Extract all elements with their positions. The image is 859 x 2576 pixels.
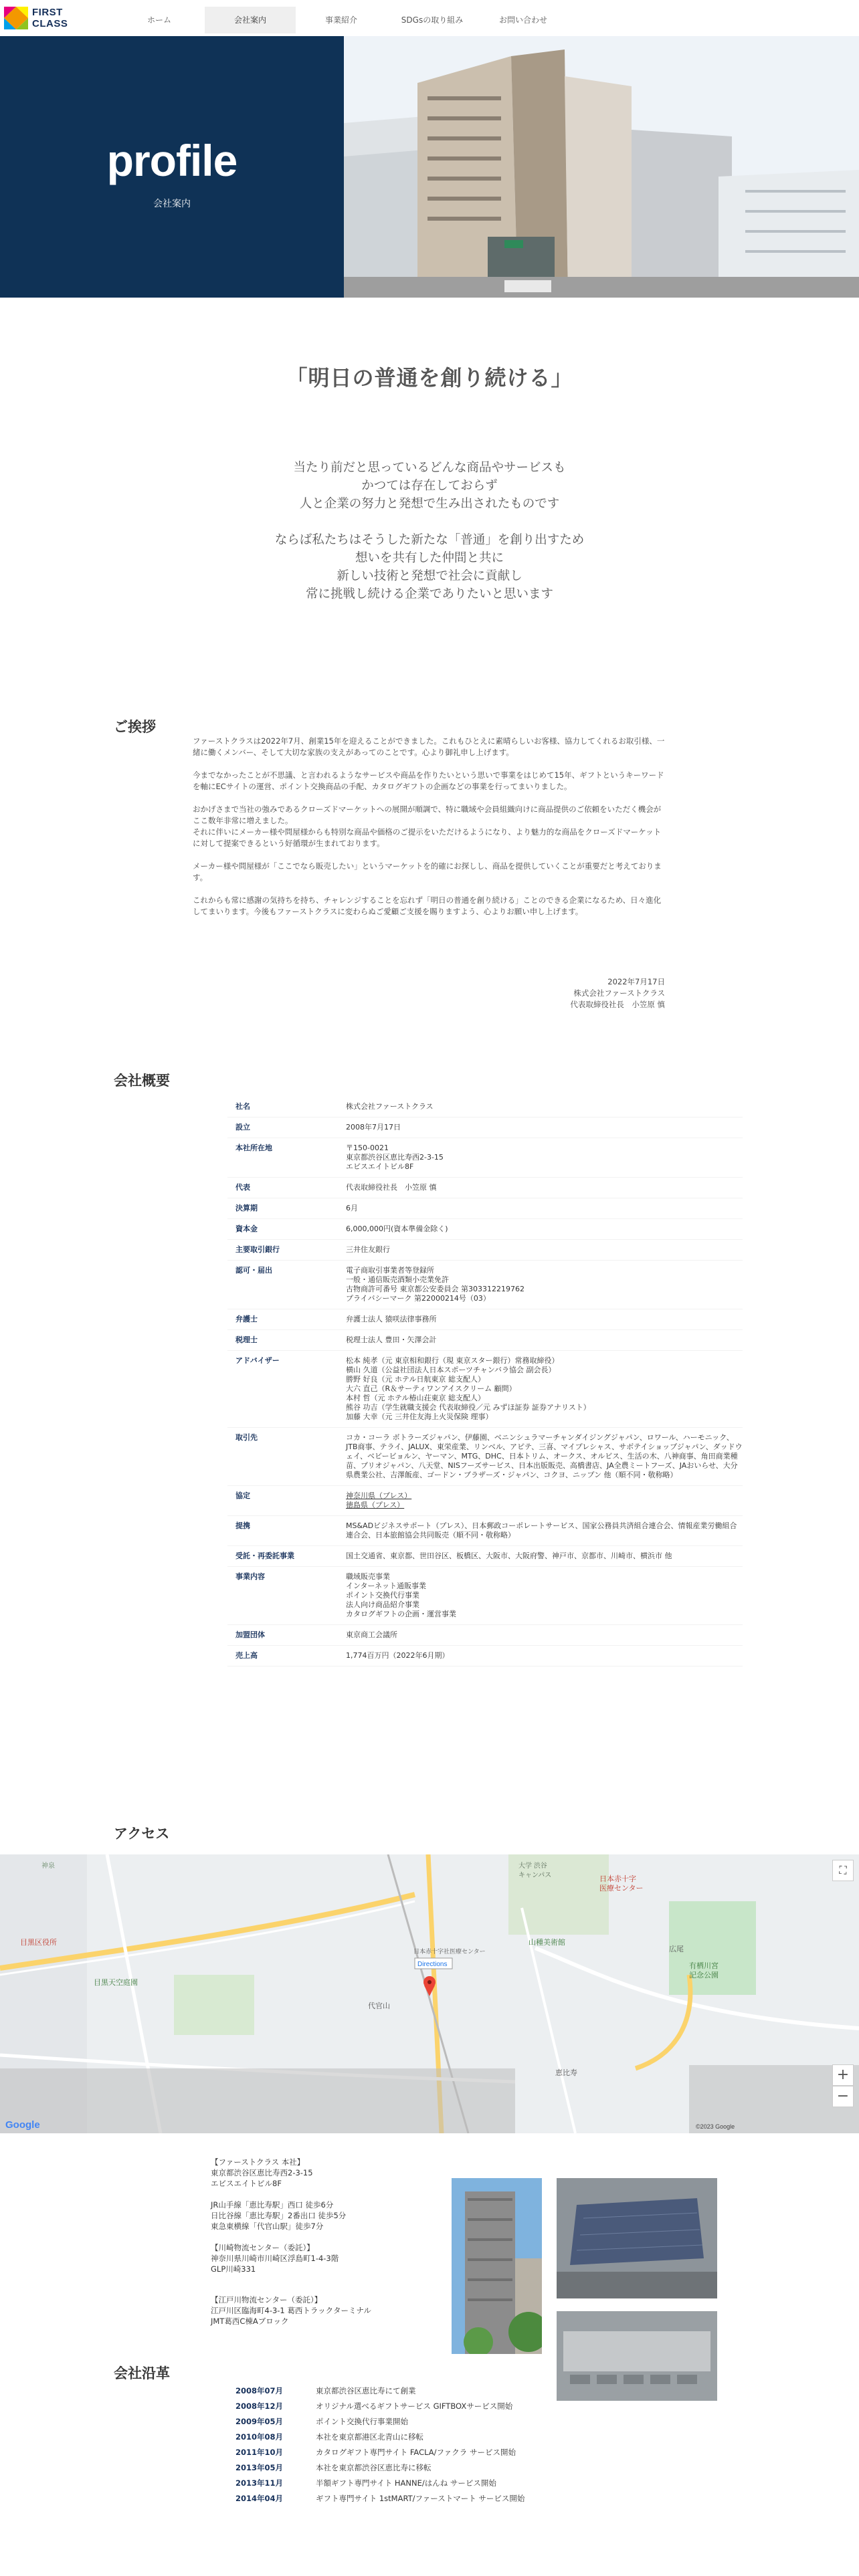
nav-contact[interactable]: お問い合わせ bbox=[498, 15, 547, 25]
global-nav bbox=[114, 7, 569, 33]
history-list bbox=[235, 2383, 731, 2506]
map-label: 記念公園 bbox=[689, 1971, 719, 1979]
company-value: 弁護士法人 猿咲法律事務所 bbox=[346, 1315, 437, 1323]
slogan-heading: 「明日の普通を創り続ける」 bbox=[286, 366, 573, 390]
history-title: 会社沿革 bbox=[114, 2365, 170, 2381]
office-edogawa bbox=[211, 2294, 438, 2327]
company-value: 税理士法人 豊田・矢澤会計 bbox=[346, 1335, 437, 1344]
company-table bbox=[227, 1097, 743, 1667]
history-text: 東京都渋谷区恵比寿にて創業 bbox=[316, 2386, 416, 2395]
company-value: 代表取締役社長 小笠原 慎 bbox=[346, 1183, 437, 1192]
greeting-paragraph: ファーストクラスは2022年7月、創業15年を迎えることができました。これもひとえに素晴らしいお客様、協力してくれるお取引様、一緒に働くメンバー、そして大切な家族の支えがあってのことです。心より御礼申し上げます。 bbox=[193, 736, 665, 757]
map-label: 広尾 bbox=[669, 1945, 684, 1953]
company-value: 6月 bbox=[346, 1204, 358, 1212]
company-key: 決算期 bbox=[235, 1204, 258, 1212]
company-row bbox=[227, 1219, 743, 1240]
history-row bbox=[235, 2430, 731, 2445]
map-label: 恵比寿 bbox=[555, 2069, 577, 2077]
company-row bbox=[227, 1178, 743, 1198]
history-date: 2008年12月 bbox=[235, 2401, 284, 2411]
philosophy-text bbox=[0, 459, 859, 603]
hero-building-photo bbox=[344, 36, 859, 298]
company-key: 代表 bbox=[235, 1183, 250, 1192]
hero-title: profile bbox=[106, 136, 237, 185]
company-value: 松本 純孝（元 東京相和銀行（現 東京スター銀行）常務取締役） 横山 久道（公益社団法人日本スポーツチャンバラ協会 副会長） 勝野 好良（元 ホテル日航東京 総支配人） 大六 直己（R＆サーティワンアイスクリーム 顧問） 本村 哲（元 ホテル椿山荘東京 総支配人） 熊谷 功吉（学生就職支援会 代表取締役／元 みずほ証券 証券アナリスト） 加藤 大幸（元 三井住友海上火災保険 理事） bbox=[346, 1356, 591, 1421]
map-label: 山種美術館 bbox=[529, 1939, 565, 1947]
nav-business[interactable]: 事業紹介 bbox=[324, 15, 357, 25]
company-key: アドバイザー bbox=[235, 1356, 280, 1365]
company-row bbox=[227, 1567, 743, 1625]
office-line: エビスエイトビル8F bbox=[211, 2179, 282, 2188]
greeting-paragraph: メーカー様や問屋様が「ここでなら販売したい」というマーケットを的確にお探しし、商品を提供していくことが重要だと考えております。 bbox=[193, 861, 662, 882]
office-name: 【ファーストクラス 本社】 bbox=[211, 2157, 305, 2167]
map-label: 有栖川宮 bbox=[689, 1962, 719, 1970]
philosophy-line: 新しい技術と発想で社会に貢献し bbox=[337, 569, 522, 583]
history-date: 2014年04月 bbox=[235, 2494, 284, 2503]
company-key: 本社所在地 bbox=[235, 1144, 272, 1152]
office-name: 【川崎物流センター（委託）】 bbox=[211, 2243, 314, 2252]
company-row bbox=[227, 1486, 743, 1516]
company-key: 弁護士 bbox=[235, 1315, 258, 1323]
hq-building-photo bbox=[452, 2178, 542, 2354]
history-row bbox=[235, 2414, 731, 2430]
map-directions-link[interactable]: Directions bbox=[417, 1961, 448, 1968]
access-details bbox=[211, 2157, 438, 2337]
company-row bbox=[227, 1261, 743, 1309]
company-value: 三井住友銀行 bbox=[346, 1245, 390, 1254]
company-key: 主要取引銀行 bbox=[235, 1245, 280, 1254]
office-name: 【江戸川物流センター（委託）】 bbox=[211, 2295, 322, 2304]
map-label: 目黒区役所 bbox=[20, 1939, 57, 1947]
office-line: 江戸川区臨海町4-3-1 葛西トラックターミナル bbox=[211, 2306, 371, 2315]
map-label: 目黒天空庭園 bbox=[94, 1979, 138, 1987]
map-embed[interactable] bbox=[0, 1854, 859, 2133]
history-row bbox=[235, 2460, 731, 2476]
history-text: カタログギフト専門サイト FACLA/ファクラ サービス開始 bbox=[316, 2448, 516, 2457]
google-logo: Google bbox=[5, 2119, 40, 2131]
map-tiles bbox=[0, 1854, 859, 2133]
company-key: 売上高 bbox=[235, 1651, 258, 1660]
philosophy-line: 想いを共有した仲間と共に bbox=[355, 551, 504, 565]
greeting-paragraph: おかげさまで当社の強みであるクローズドマーケットへの展開が順調で、特に職域や会員組織向けに商品提供のご依頼をいただく機会がここ数年非常に増えました。 それに伴いにメーカー様や問屋様からも特別な商品や価格のご提示をいただけるようになり、より魅力的な商品をクローズドマーケットに対して提案できるという好循環が生まれております。 bbox=[193, 804, 662, 848]
company-value: 1,774百万円（2022年6月期） bbox=[346, 1651, 450, 1660]
map-label: 代官山 bbox=[368, 2002, 390, 2010]
company-key: 取引先 bbox=[235, 1433, 258, 1442]
office-line: JMT葛西C棟Aブロック bbox=[211, 2317, 289, 2326]
history-date: 2009年05月 bbox=[235, 2417, 284, 2426]
company-value: 職域販売事業 インターネット通販事業 ポイント交換代行事業 法人向け商品紹介事業 カタログギフトの企画・運営事業 bbox=[346, 1572, 456, 1618]
office-line: 東京都渋谷区恵比寿西2-3-15 bbox=[211, 2168, 313, 2177]
zoom-out-icon[interactable]: − bbox=[832, 2086, 854, 2107]
history-row bbox=[235, 2399, 731, 2414]
map-copyright: ©2023 Google bbox=[696, 2123, 735, 2130]
nav-home[interactable]: ホーム bbox=[147, 15, 171, 25]
company-key: 税理士 bbox=[235, 1335, 258, 1344]
hero-subtitle: 会社案内 bbox=[153, 199, 191, 209]
company-value: コカ・コーラ ボトラーズジャパン、伊藤園、ベニンシュラマーチャンダイジングジャパン、ロワール、ハーモニック、JTB商事、テライ、JALUX、東栄産業、リンベル、アピテ、三喜、マイプレシャス、サボテイショップジャパン、ダッドウェイ、ベビービョルン、ヤーマン、MTG、DHC、日本トリム、オークス、オルビス、生活の木、八神商事、角田商業種苗、プリオジャパン、八天堂、NISフーズサービス、日本出版販売、高橋書店、JA全農ミートフーズ、JAおいらせ、大分県農業公社、吉澤飯産、ゴードン・ブラザーズ・ジャパン、コクヨ、ニップン 他（順不同・敬称略） bbox=[346, 1433, 743, 1479]
map-label: 神泉 bbox=[41, 1862, 55, 1870]
company-row bbox=[227, 1646, 743, 1667]
history-date: 2013年05月 bbox=[235, 2463, 284, 2472]
logo-mark-icon bbox=[3, 5, 29, 31]
signature-person: 代表取締役社長 小笠原 慎 bbox=[570, 1000, 665, 1009]
philosophy-gap bbox=[0, 513, 859, 531]
office-hq bbox=[211, 2157, 438, 2232]
history-row bbox=[235, 2476, 731, 2491]
history-date: 2011年10月 bbox=[235, 2448, 284, 2457]
building-illustration bbox=[344, 36, 859, 298]
history-text: ポイント交換代行事業開始 bbox=[316, 2417, 408, 2426]
history-date: 2008年07月 bbox=[235, 2386, 284, 2395]
company-key: 加盟団体 bbox=[235, 1630, 265, 1639]
philosophy-line: ならば私たちはそうした新たな「普通」を創り出すため bbox=[274, 533, 585, 547]
history-text: オリジナル選べるギフトサービス GIFTBOXサービス開始 bbox=[316, 2401, 513, 2411]
philosophy-line: 人と企業の努力と発想で生み出されたものです bbox=[299, 497, 560, 511]
logo-line-1: FIRST bbox=[32, 7, 63, 18]
company-key: 協定 bbox=[235, 1491, 250, 1500]
nav-company[interactable]: 会社案内 bbox=[205, 7, 296, 33]
company-row bbox=[227, 1117, 743, 1138]
company-row bbox=[227, 1625, 743, 1646]
greeting-title: ご挨拶 bbox=[114, 719, 156, 735]
signature-company: 株式会社ファーストクラス bbox=[573, 988, 665, 998]
company-key: 提携 bbox=[235, 1521, 250, 1530]
fullscreen-icon[interactable]: ⛶ bbox=[832, 1860, 854, 1881]
office-line: 日比谷線「恵比寿駅」2番出口 徒歩5分 bbox=[211, 2211, 347, 2220]
company-value: 国土交通省、東京都、世田谷区、板橋区、大阪市、大阪府警、神戸市、京都市、川崎市、横浜市 他 bbox=[346, 1551, 672, 1560]
greeting-paragraph: これからも常に感謝の気持ちを持ち、チャレンジすることを忘れず「明日の普通を創り続ける」ことのできる企業になるため、日々進化してまいります。今後もファーストクラスに変わらぬご愛顧ご支援を賜りますよう、心よりお願い申し上げます。 bbox=[193, 895, 662, 916]
office-line: 東急東横線「代官山駅」徒歩7分 bbox=[211, 2222, 324, 2231]
greeting-signature bbox=[468, 976, 665, 1010]
company-key: 設立 bbox=[235, 1123, 250, 1132]
company-value: 東京商工会議所 bbox=[346, 1630, 397, 1639]
office-gap bbox=[211, 2189, 438, 2199]
company-row bbox=[227, 1309, 743, 1330]
company-row bbox=[227, 1240, 743, 1261]
company-title: 会社概要 bbox=[114, 1073, 170, 1089]
history-text: 本社を東京都港区北青山に移転 bbox=[316, 2432, 423, 2442]
history-row bbox=[235, 2383, 731, 2399]
company-row bbox=[227, 1330, 743, 1351]
history-text: 本社を東京都渋谷区恵比寿に移転 bbox=[316, 2463, 432, 2472]
company-row bbox=[227, 1428, 743, 1486]
history-row bbox=[235, 2445, 731, 2460]
nav-sdgs[interactable]: SDGsの取り組み bbox=[401, 15, 464, 25]
hero-panel bbox=[0, 36, 344, 298]
company-value-links[interactable]: 神奈川県（プレス） 徳島県（プレス） bbox=[346, 1491, 412, 1509]
logo[interactable] bbox=[3, 3, 76, 33]
history-date: 2013年11月 bbox=[235, 2478, 284, 2488]
philosophy-line: 当たり前だと思っているどんな商品やサービスも bbox=[293, 461, 566, 475]
map-label: 大学 渋谷 bbox=[518, 1862, 547, 1870]
company-key: 事業内容 bbox=[235, 1572, 265, 1581]
company-row bbox=[227, 1351, 743, 1428]
company-row bbox=[227, 1546, 743, 1567]
company-value: MS&ADビジネスサポート（プレス）、日本郵政コーポレートサービス、国家公務員共済組合連合会、情報産業労働組合連合会、日本旅館協会共同販売（順不同・敬称略） bbox=[346, 1521, 737, 1539]
company-value: 2008年7月17日 bbox=[346, 1123, 401, 1132]
site-header bbox=[0, 0, 859, 36]
map-label: 日本赤十字 bbox=[599, 1875, 636, 1883]
company-value: 〒150-0021 東京都渋谷区恵比寿西2-3-15 エビスエイトビル8F bbox=[346, 1144, 444, 1171]
company-value: 6,000,000円(資本準備金除く) bbox=[346, 1224, 448, 1233]
greeting-paragraph: 今までなかったことが不思議、と言われるようなサービスや商品を作りたいという思いで事業をはじめて15年、ギフトというキーワードを軸にECサイトの運営、ポイント交換商品の手配、カタログギフトの企画などの事業を行ってまいりました。 bbox=[193, 770, 664, 791]
history-text: 半額ギフト専門サイト HANNE/はんね サービス開始 bbox=[316, 2478, 496, 2488]
company-key: 社名 bbox=[235, 1102, 250, 1111]
greeting-body bbox=[193, 736, 665, 929]
company-row bbox=[227, 1138, 743, 1178]
access-title: アクセス bbox=[114, 1826, 170, 1842]
history-row bbox=[235, 2491, 731, 2506]
history-text: ギフト専門サイト 1stMART/ファーストマート サービス開始 bbox=[316, 2494, 525, 2503]
logo-line-2: CLASS bbox=[32, 18, 68, 29]
office-kawasaki bbox=[211, 2242, 438, 2274]
logo-text bbox=[32, 7, 68, 29]
zoom-in-icon[interactable]: + bbox=[832, 2064, 854, 2086]
company-row bbox=[227, 1097, 743, 1117]
company-value: 株式会社ファーストクラス bbox=[346, 1102, 434, 1111]
signature-date: 2022年7月17日 bbox=[607, 977, 665, 986]
kawasaki-warehouse-photo bbox=[557, 2178, 717, 2298]
company-key: 資本金 bbox=[235, 1224, 258, 1233]
history-date: 2010年08月 bbox=[235, 2432, 284, 2442]
company-key: 受託・再委託事業 bbox=[235, 1551, 294, 1560]
philosophy-line: かつては存在しておらず bbox=[361, 479, 498, 493]
map-label: 医療センター bbox=[599, 1885, 644, 1893]
company-key: 認可・届出 bbox=[235, 1266, 272, 1275]
philosophy-line: 常に挑戦し続ける企業でありたいと思います bbox=[305, 587, 553, 601]
company-value: 電子商取引事業者等登録所 一般・通信販売酒類小売業免許 古物商許可番号 東京都公安委員会 第303312219762 プライバシーマーク 第22000214号（03） bbox=[346, 1266, 524, 1303]
map-label: キャンパス bbox=[518, 1872, 552, 1879]
office-line: JR山手線「恵比寿駅」西口 徒歩6分 bbox=[211, 2200, 334, 2210]
company-row bbox=[227, 1516, 743, 1546]
company-row bbox=[227, 1198, 743, 1219]
office-line: 神奈川県川崎市川崎区浮島町1-4-3階 bbox=[211, 2254, 339, 2263]
office-line: GLP川崎331 bbox=[211, 2264, 256, 2274]
map-label: 日本赤十字社医療センター bbox=[413, 1948, 486, 1955]
